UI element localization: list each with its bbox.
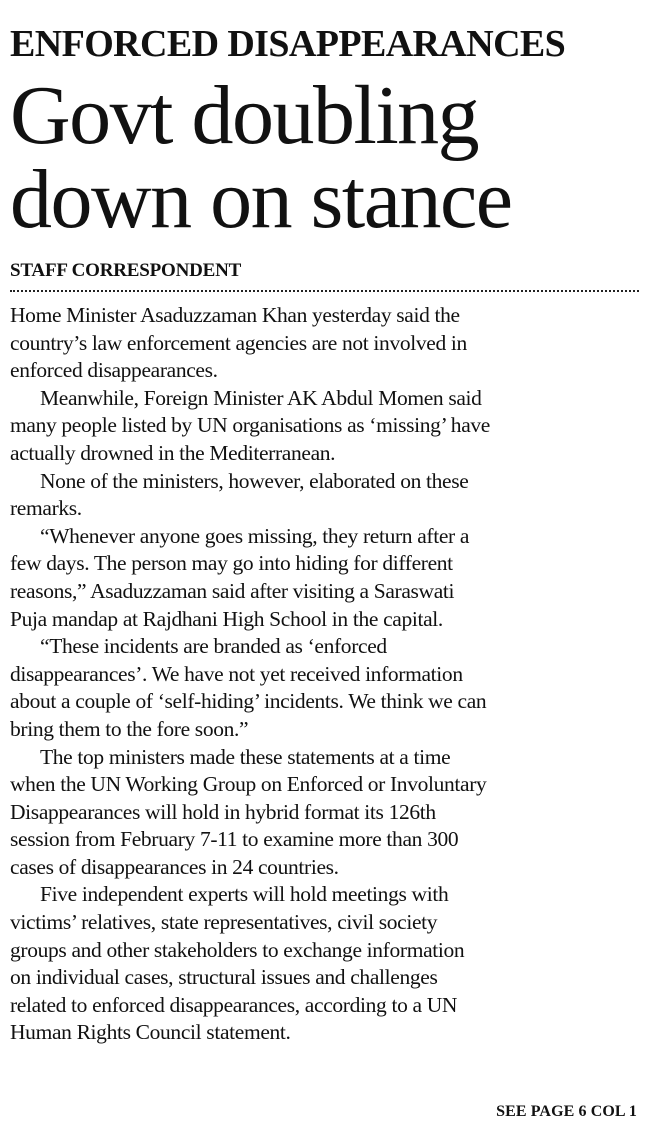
text-line: on individual cases, structural issues and challenges xyxy=(10,965,438,990)
text-line: Human Rights Council statement. xyxy=(10,1020,291,1045)
text-line: reasons,” Asaduzzaman said after visiting a Saraswati xyxy=(10,578,455,603)
text-line: Puja mandap at Rajdhani High School in the capital. xyxy=(10,606,443,631)
text-line: session from February 7-11 to examine more than 300 xyxy=(10,827,459,852)
headline-line: down on stance xyxy=(10,153,512,246)
text-line: The top ministers made these statements at a time xyxy=(40,744,451,769)
text-line: related to enforced disappearances, according to a UN xyxy=(10,992,458,1017)
paragraph xyxy=(10,523,640,633)
text-line: about a couple of ‘self-hiding’ incidents. We think we can xyxy=(10,689,487,714)
paragraph xyxy=(10,633,640,743)
continued-on-page-note: SEE PAGE 6 COL 1 xyxy=(496,1103,637,1120)
text-line: enforced disappearances. xyxy=(10,358,218,383)
text-line: when the UN Working Group on Enforced or Involuntary xyxy=(10,772,487,797)
section-kicker: ENFORCED DISAPPEARANCES xyxy=(10,23,566,65)
text-line: many people listed by UN organisations as ‘missing’ have xyxy=(10,413,490,438)
text-line: None of the ministers, however, elaborated on these xyxy=(40,468,469,493)
text-line: Five independent experts will hold meetings with xyxy=(40,882,449,907)
paragraph xyxy=(10,385,640,468)
text-line: bring them to the fore soon.” xyxy=(10,716,249,741)
text-line: groups and other stakeholders to exchange information xyxy=(10,937,465,962)
text-line: country’s law enforcement agencies are not involved in xyxy=(10,330,467,355)
text-line: disappearances’. We have not yet received information xyxy=(10,661,463,686)
news-article xyxy=(10,0,640,1047)
text-line: Meanwhile, Foreign Minister AK Abdul Momen said xyxy=(40,385,482,410)
text-line: victims’ relatives, state representatives, civil society xyxy=(10,910,438,935)
paragraph xyxy=(10,468,640,523)
paragraph xyxy=(10,302,640,385)
text-line: Disappearances will hold in hybrid format its 126th xyxy=(10,799,436,824)
text-line: Home Minister Asaduzzaman Khan yesterday said the xyxy=(10,303,460,327)
paragraph xyxy=(10,881,640,1047)
headline xyxy=(10,69,640,246)
text-line: “Whenever anyone goes missing, they return after a xyxy=(40,523,470,548)
text-line: cases of disappearances in 24 countries. xyxy=(10,854,339,879)
headline-line: Govt doubling xyxy=(10,69,479,162)
article-body xyxy=(10,302,640,1047)
text-line: few days. The person may go into hiding for different xyxy=(10,551,453,576)
text-line: remarks. xyxy=(10,496,82,521)
dotted-divider xyxy=(10,290,639,292)
text-line: “These incidents are branded as ‘enforced xyxy=(40,634,387,659)
byline: STAFF CORRESPONDENT xyxy=(10,260,242,281)
text-line: actually drowned in the Mediterranean. xyxy=(10,440,336,465)
paragraph xyxy=(10,744,640,882)
